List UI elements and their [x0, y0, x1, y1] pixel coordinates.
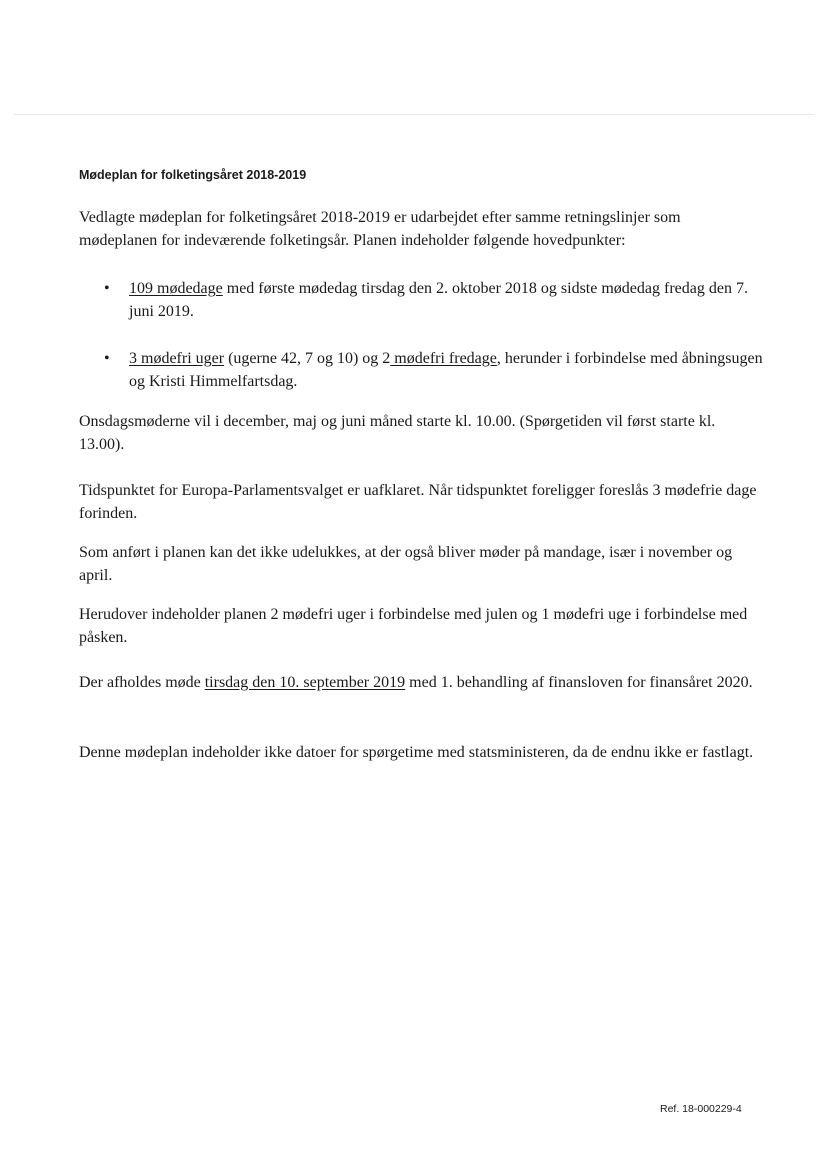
paragraph-finance-act: [79, 671, 759, 694]
underlined-date: tirsdag den 10. september 2019: [204, 674, 406, 691]
bullet-marker: •: [104, 350, 110, 367]
bullet-text: med første mødedag tirsdag den 2. oktober 2018 og sidste mødedag fredag den 7. juni 2019.: [129, 280, 748, 320]
bullet-text: (ugerne 42, 7 og 10) og 2: [224, 350, 391, 367]
bullet-text: , herunder i forbindelse med åbningsugen og Kristi Himmelfartsdag.: [129, 350, 763, 390]
document-heading: Mødeplan for folketingsåret 2018-2019: [79, 168, 307, 182]
paragraph-holiday-weeks: Herudover indeholder planen 2 mødefri uger i forbindelse med julen og 1 mødefri uge i forbindelse med påsken.: [79, 606, 748, 646]
underlined-free-weeks: 3 mødefri uger: [129, 350, 225, 367]
paragraph-question-time: Denne mødeplan indeholder ikke datoer for spørgetime med statsministeren, da de endnu ikke er fastlagt.: [79, 744, 754, 761]
underlined-meeting-days: 109 mødedage: [129, 280, 223, 297]
paragraph-monday-meetings: Som anført i planen kan det ikke udelukkes, at der også bliver møder på mandage, især i november og april.: [79, 544, 733, 584]
scan-edge-line: [14, 114, 814, 115]
bullet-item-meeting-days: [129, 277, 769, 323]
text-segment: Der afholdes møde: [79, 674, 205, 691]
bullet-item-free-weeks: [129, 347, 769, 393]
paragraph-wednesday-meetings: Onsdagsmøderne vil i december, maj og juni måned starte kl. 10.00. (Spørgetiden vil først starte kl. 13.00).: [79, 413, 716, 453]
underlined-free-fridays: mødefri fredage: [390, 350, 497, 367]
bullet-marker: •: [104, 280, 110, 297]
intro-paragraph: Vedlagte mødeplan for folketingsåret 2018-2019 er udarbejdet efter samme retningslinjer som mødeplanen for indeværende folketingsår. Planen indeholder følgende hovedpunkter:: [79, 209, 681, 249]
paragraph-eu-election: Tidspunktet for Europa-Parlamentsvalget er uafklaret. Når tidspunktet foreligger foreslås 3 mødefrie dage forinden.: [79, 482, 757, 522]
text-segment: med 1. behandling af finansloven for finansåret 2020.: [405, 674, 753, 691]
reference-number: Ref. 18-000229-4: [660, 1103, 742, 1115]
